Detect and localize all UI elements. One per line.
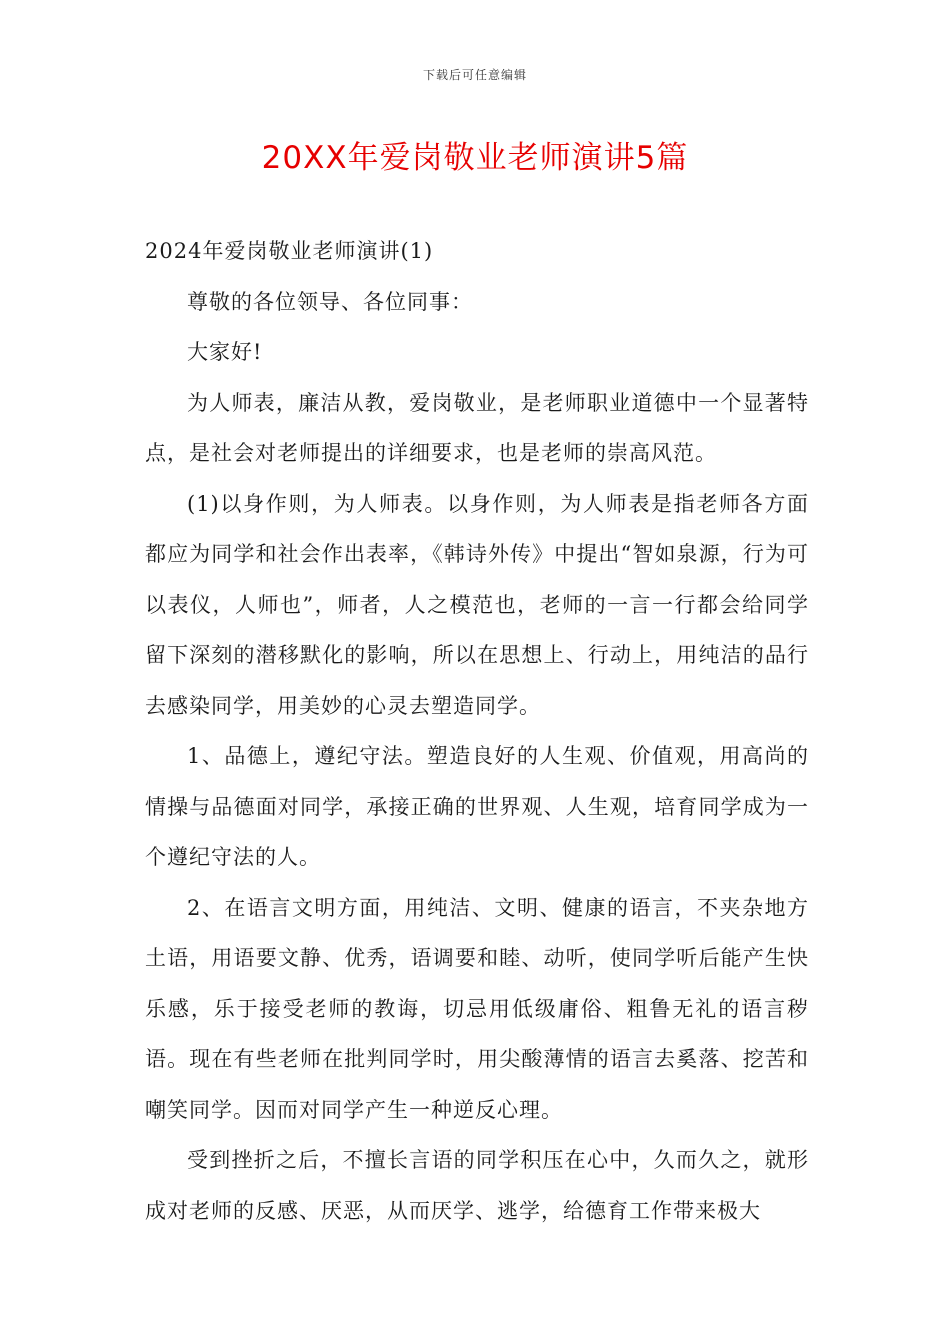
header-note: 下载后可任意编辑	[422, 68, 527, 82]
section-heading: 2024年爱岗敬业老师演讲(1)	[145, 239, 434, 263]
document-title: 20XX年爱岗敬业老师演讲5篇	[261, 140, 689, 176]
paragraph: 受到挫折之后，不擅长言语的同学积压在心中，久而久之，就形成对老师的反感、厌恶，从而厌学、逃学，给德育工作带来极大	[145, 1148, 809, 1223]
greeting: 大家好!	[187, 340, 263, 364]
paragraph: 2、在语言文明方面，用纯洁、文明、健康的语言，不夹杂地方土语，用语要文静、优秀，语调要和睦、动听，使同学听后能产生快乐感，乐于接受老师的教诲，切忌用低级庸俗、粗鲁无礼的语言秽语。现在有些老师在批判同学时，用尖酸薄情的语言去奚落、挖苦和嘲笑同学。因而对同学产生一种逆反心理。	[145, 895, 809, 1122]
document-body	[145, 226, 809, 1236]
paragraph: (1)以身作则，为人师表。以身作则，为人师表是指老师各方面都应为同学和社会作出表率，《韩诗外传》中提出“智如泉源，行为可以表仪，人师也”，师者，人之模范也，老师的一言一行都会给同学留下深刻的潜移默化的影响，所以在思想上、行动上，用纯洁的品行去感染同学，用美妙的心灵去塑造同学。	[145, 491, 809, 718]
paragraph: 1、品德上，遵纪守法。塑造良好的人生观、价值观，用高尚的情操与品德面对同学，承接正确的世界观、人生观，培育同学成为一个遵纪守法的人。	[145, 744, 809, 869]
paragraph: 为人师表，廉洁从教，爱岗敬业，是老师职业道德中一个显著特点，是社会对老师提出的详细要求，也是老师的崇高风范。	[145, 390, 809, 465]
salutation: 尊敬的各位领导、各位同事：	[187, 289, 473, 314]
